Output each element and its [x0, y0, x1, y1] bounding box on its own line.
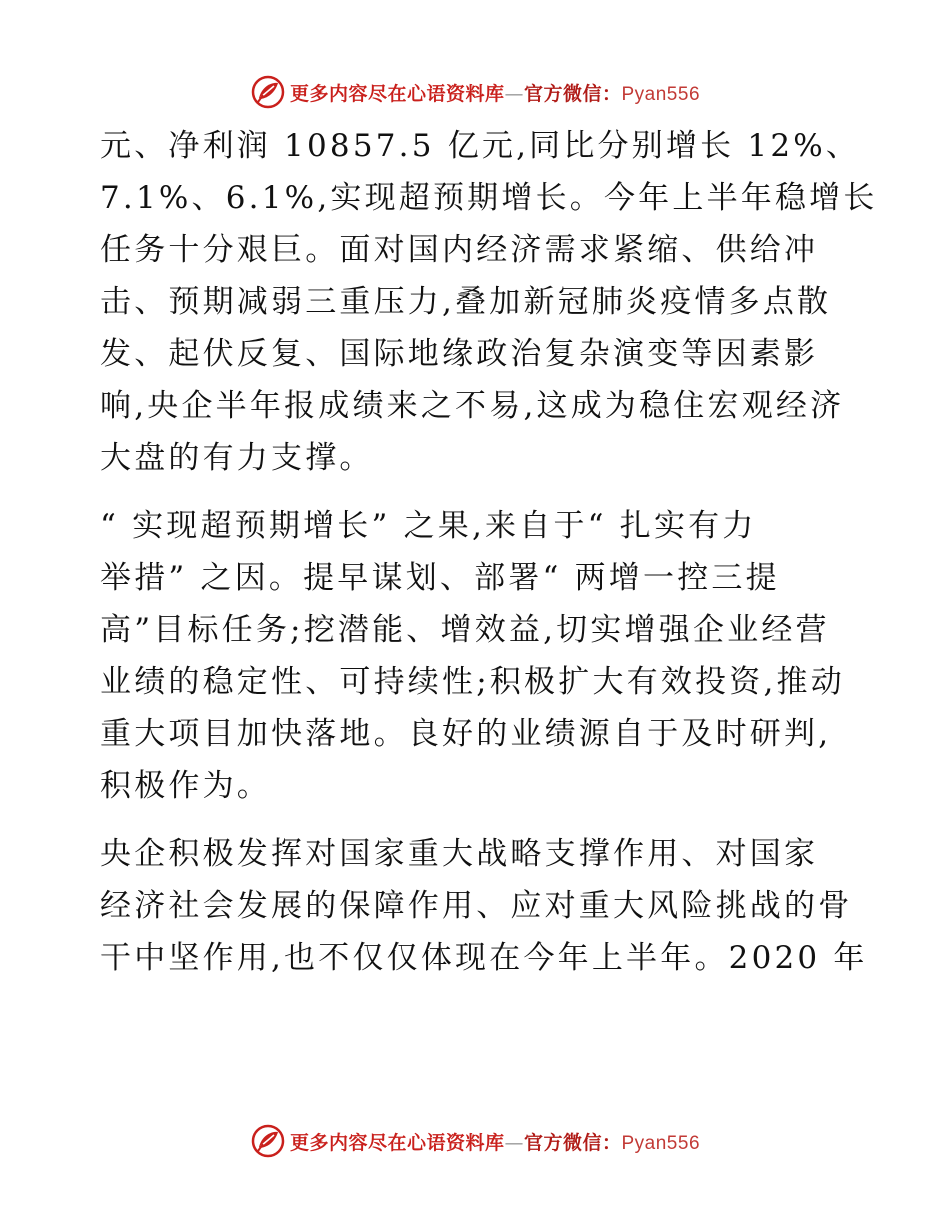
footer-watermark [0, 1121, 950, 1161]
leaf-logo-icon [250, 74, 286, 110]
text-line: 元、净利润 10857.5 亿元,同比分别增长 12%、 [100, 128, 861, 164]
text-line: 7.1%、6.1%,实现超预期增长。今年上半年稳增长 [100, 180, 878, 216]
text-line: 业绩的稳定性、可持续性;积极扩大有效投资,推动 [100, 664, 845, 700]
text-line: 央企积极发挥对国家重大战略支撑作用、对国家 [100, 836, 819, 872]
watermark-separator: — [504, 1131, 524, 1154]
text-line: 干中坚作用,也不仅仅体现在今年上半年。2020 年 [100, 940, 868, 976]
watermark-wechat-id: Pyan556 [621, 1132, 701, 1154]
text-line: 举措” 之因。提早谋划、部署“ 两增一控三提 [100, 560, 780, 596]
text-line: 任务十分艰巨。面对国内经济需求紧缩、供给冲 [100, 232, 819, 268]
watermark-separator: — [504, 82, 524, 105]
watermark-wechat-label: 官方微信： [523, 82, 622, 105]
watermark-brand-text: 更多内容尽在心语资料库 [289, 82, 505, 105]
text-line: 发、起伏反复、国际地缘政治复杂演变等因素影 [100, 336, 819, 372]
watermark-wechat-label: 官方微信： [523, 1131, 622, 1154]
text-line: 重大项目加快落地。良好的业绩源自于及时研判, [100, 716, 832, 752]
text-line: 高”目标任务;挖潜能、增效益,切实增强企业经营 [100, 612, 830, 648]
text-line: “ 实现超预期增长” 之果,来自于“ 扎实有力 [100, 508, 757, 544]
text-line: 响,央企半年报成绩来之不易,这成为稳住宏观经济 [100, 388, 845, 424]
watermark-brand-text: 更多内容尽在心语资料库 [289, 1131, 505, 1154]
text-line: 积极作为。 [100, 768, 271, 804]
paragraph-3 [100, 828, 868, 984]
text-line: 击、预期减弱三重压力,叠加新冠肺炎疫情多点散 [100, 284, 832, 320]
text-line: 经济社会发展的保障作用、应对重大风险挑战的骨 [100, 888, 853, 924]
paragraph-2 [100, 500, 845, 812]
leaf-logo-icon [250, 1123, 286, 1159]
paragraph-1 [100, 120, 878, 484]
watermark-wechat-id: Pyan556 [621, 83, 701, 105]
document-body [100, 120, 878, 984]
header-watermark [0, 72, 950, 112]
text-line: 大盘的有力支撑。 [100, 440, 374, 476]
